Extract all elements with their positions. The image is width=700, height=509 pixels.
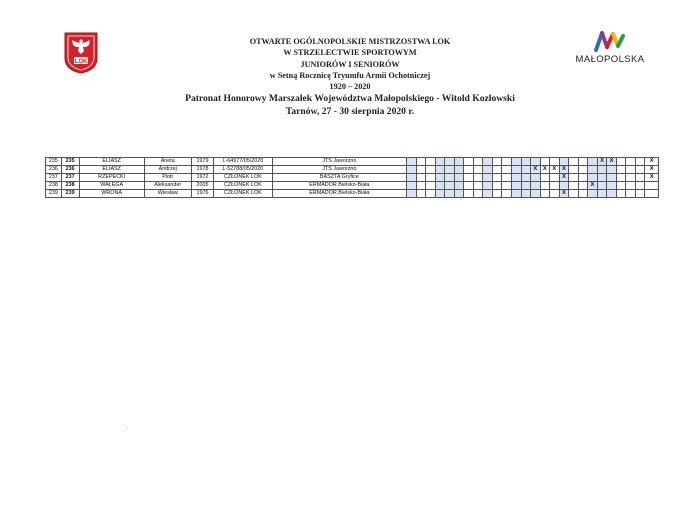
event-mark-cell [635, 158, 645, 166]
event-mark-cell [407, 158, 417, 166]
lok-emblem-text: LOK [74, 59, 88, 65]
event-mark-cell [492, 166, 502, 174]
header-category: JUNIORÓW I SENIORÓW [300, 59, 400, 69]
event-mark-cell [569, 190, 579, 198]
event-mark-cell [407, 166, 417, 174]
table-row [46, 190, 659, 198]
event-mark-cell [511, 182, 521, 190]
event-mark-cell [511, 190, 521, 198]
event-mark-cell [407, 182, 417, 190]
event-mark-cell [521, 182, 531, 190]
event-mark-cell [426, 166, 436, 174]
event-mark-cell [578, 174, 588, 182]
club-cell: JTS Jaworzno [272, 166, 407, 174]
header-place-date: Tarnów, 27 - 30 sierpnia 2020 r. [285, 106, 415, 118]
header-patronage: Patronat Honorowy Marszałek Województwa Małopolskiego - Witold Kozłowski [185, 93, 515, 105]
event-mark-cell [626, 158, 636, 166]
event-mark-cell [492, 182, 502, 190]
event-mark-cell [578, 190, 588, 198]
event-mark-cell [521, 158, 531, 166]
event-mark-cell [635, 174, 645, 182]
event-mark-cell [550, 190, 560, 198]
first-name-cell: Piotr [144, 174, 191, 182]
event-mark-cell [416, 158, 426, 166]
start-number-cell: 238 [61, 182, 79, 190]
event-mark-cell [426, 174, 436, 182]
event-mark-cell [464, 158, 474, 166]
surname-cell: ELIASZ [79, 166, 144, 174]
event-mark-cell [492, 158, 502, 166]
event-mark-cell [569, 182, 579, 190]
license-cell: L-52788/05/2020 [214, 166, 272, 174]
row-index-cell: 238 [46, 182, 62, 190]
event-mark-cell [511, 166, 521, 174]
event-mark-cell: X [597, 158, 607, 166]
license-cell: L-64977/05/2020 [214, 158, 272, 166]
event-mark-cell [464, 174, 474, 182]
license-cell: CZŁONEK LOK [214, 182, 272, 190]
first-name-cell: Andrzej [144, 166, 191, 174]
event-mark-cell [416, 190, 426, 198]
event-mark-cell [531, 190, 541, 198]
surname-cell: RZEPECKI [79, 174, 144, 182]
event-mark-cell [578, 158, 588, 166]
table-row [46, 166, 659, 174]
event-mark-cell [464, 190, 474, 198]
event-mark-cell [407, 174, 417, 182]
scan-mark: ' [126, 428, 128, 434]
event-mark-cell [502, 166, 512, 174]
event-mark-cell [464, 182, 474, 190]
event-mark-cell [473, 190, 483, 198]
club-cell: BASZTA Gryfice [272, 174, 407, 182]
event-mark-cell: X [531, 166, 541, 174]
event-mark-cell [616, 174, 626, 182]
event-mark-cell [559, 182, 569, 190]
header-dedication: w Setną Rocznicę Tryumfu Armii Ochotniczej [269, 70, 431, 80]
event-mark-cell: X [588, 182, 598, 190]
birth-year-cell: 1976 [191, 190, 213, 198]
club-cell: JTS Jaworzno [272, 158, 407, 166]
event-mark-cell: X [559, 174, 569, 182]
event-mark-cell [435, 190, 445, 198]
event-mark-cell [483, 190, 493, 198]
event-mark-cell [635, 190, 645, 198]
event-mark-cell [473, 166, 483, 174]
event-mark-cell [521, 174, 531, 182]
event-mark-cell: X [645, 158, 659, 166]
event-mark-cell [588, 158, 598, 166]
start-number-cell: 236 [61, 166, 79, 174]
club-cell: ERMADOR Bielsko-Biała [272, 190, 407, 198]
event-mark-cell: X [607, 158, 617, 166]
event-mark-cell [454, 182, 464, 190]
event-mark-cell [416, 182, 426, 190]
event-mark-cell [626, 190, 636, 198]
header-years: 1920 – 2020 [329, 82, 371, 92]
surname-cell: WRONA [79, 190, 144, 198]
event-mark-cell [416, 166, 426, 174]
competitors-table-body [46, 158, 659, 198]
event-mark-cell [635, 166, 645, 174]
table-row [46, 158, 659, 166]
event-mark-cell [607, 166, 617, 174]
malopolska-m-icon [592, 30, 628, 52]
event-mark-cell [597, 190, 607, 198]
event-mark-cell [531, 158, 541, 166]
event-mark-cell [511, 158, 521, 166]
malopolska-label: MAŁOPOLSKA [575, 54, 645, 65]
event-mark-cell [607, 174, 617, 182]
event-mark-cell [645, 182, 659, 190]
surname-cell: ELIASZ [79, 158, 144, 166]
event-mark-cell [483, 174, 493, 182]
event-mark-cell [454, 158, 464, 166]
event-mark-cell [550, 158, 560, 166]
event-mark-cell: X [559, 190, 569, 198]
birth-year-cell: 1972 [191, 174, 213, 182]
event-mark-cell [531, 182, 541, 190]
event-mark-cell [473, 182, 483, 190]
event-mark-cell [435, 174, 445, 182]
event-mark-cell [616, 190, 626, 198]
event-mark-cell [473, 158, 483, 166]
document-header [180, 36, 520, 118]
event-mark-cell [445, 190, 455, 198]
event-mark-cell [407, 190, 417, 198]
start-number-cell: 235 [61, 158, 79, 166]
event-mark-cell [521, 190, 531, 198]
start-number-cell: 239 [61, 190, 79, 198]
event-mark-cell [578, 182, 588, 190]
event-mark-cell [597, 182, 607, 190]
event-mark-cell [511, 174, 521, 182]
club-cell: ERMADOR Bielsko-Biała [272, 182, 407, 190]
event-mark-cell [588, 190, 598, 198]
row-index-cell: 236 [46, 166, 62, 174]
event-mark-cell [607, 190, 617, 198]
event-mark-cell [559, 158, 569, 166]
event-mark-cell [635, 182, 645, 190]
birth-year-cell: 1978 [191, 166, 213, 174]
table-row [46, 182, 659, 190]
event-mark-cell: X [540, 166, 550, 174]
license-cell: CZŁONEK LOK [214, 190, 272, 198]
event-mark-cell [578, 166, 588, 174]
event-mark-cell [569, 158, 579, 166]
event-mark-cell [616, 158, 626, 166]
event-mark-cell: X [559, 166, 569, 174]
lok-emblem-icon [64, 32, 98, 74]
event-mark-cell [521, 166, 531, 174]
event-mark-cell [473, 174, 483, 182]
event-mark-cell [416, 174, 426, 182]
surname-cell: WAŁEGA [79, 182, 144, 190]
event-mark-cell [445, 182, 455, 190]
header-subtitle: W STRZELECTWIE SPORTOWYM [283, 48, 417, 58]
event-mark-cell: X [550, 166, 560, 174]
event-mark-cell [483, 166, 493, 174]
birth-year-cell: 1979 [191, 158, 213, 166]
event-mark-cell [435, 166, 445, 174]
first-name-cell: Aneta [144, 158, 191, 166]
license-cell: CZŁONEK LOK [214, 174, 272, 182]
event-mark-cell [626, 166, 636, 174]
event-mark-cell [435, 182, 445, 190]
event-mark-cell: X [645, 166, 659, 174]
event-mark-cell [540, 190, 550, 198]
event-mark-cell [626, 174, 636, 182]
event-mark-cell [502, 182, 512, 190]
event-mark-cell [645, 190, 659, 198]
event-mark-cell [531, 174, 541, 182]
event-mark-cell [454, 190, 464, 198]
event-mark-cell [540, 182, 550, 190]
event-mark-cell [445, 158, 455, 166]
event-mark-cell [492, 190, 502, 198]
start-number-cell: 237 [61, 174, 79, 182]
event-mark-cell [502, 190, 512, 198]
event-mark-cell [569, 174, 579, 182]
event-mark-cell [454, 166, 464, 174]
event-mark-cell [597, 166, 607, 174]
event-mark-cell: X [645, 174, 659, 182]
lok-shield-icon [64, 32, 98, 74]
event-mark-cell [464, 166, 474, 174]
row-index-cell: 239 [46, 190, 62, 198]
event-mark-cell [569, 166, 579, 174]
birth-year-cell: 2005 [191, 182, 213, 190]
event-mark-cell [445, 166, 455, 174]
first-name-cell: Aleksander [144, 182, 191, 190]
event-mark-cell [607, 182, 617, 190]
event-mark-cell [616, 166, 626, 174]
event-mark-cell [540, 174, 550, 182]
row-index-cell: 237 [46, 174, 62, 182]
header-title: OTWARTE OGÓLNOPOLSKIE MISTRZOSTWA LOK [249, 37, 451, 46]
row-index-cell: 235 [46, 158, 62, 166]
event-mark-cell [454, 174, 464, 182]
event-mark-cell [435, 158, 445, 166]
event-mark-cell [483, 182, 493, 190]
event-mark-cell [426, 182, 436, 190]
event-mark-cell [483, 158, 493, 166]
event-mark-cell [550, 174, 560, 182]
competitors-table [45, 157, 659, 198]
first-name-cell: Wiesław [144, 190, 191, 198]
event-mark-cell [588, 166, 598, 174]
event-mark-cell [597, 174, 607, 182]
event-mark-cell [502, 174, 512, 182]
event-mark-cell [426, 190, 436, 198]
event-mark-cell [626, 182, 636, 190]
event-mark-cell [550, 182, 560, 190]
event-mark-cell [492, 174, 502, 182]
event-mark-cell [540, 158, 550, 166]
event-mark-cell [616, 182, 626, 190]
event-mark-cell [445, 174, 455, 182]
event-mark-cell [588, 174, 598, 182]
event-mark-cell [502, 158, 512, 166]
malopolska-logo [565, 30, 655, 70]
event-mark-cell [426, 158, 436, 166]
table-row [46, 174, 659, 182]
